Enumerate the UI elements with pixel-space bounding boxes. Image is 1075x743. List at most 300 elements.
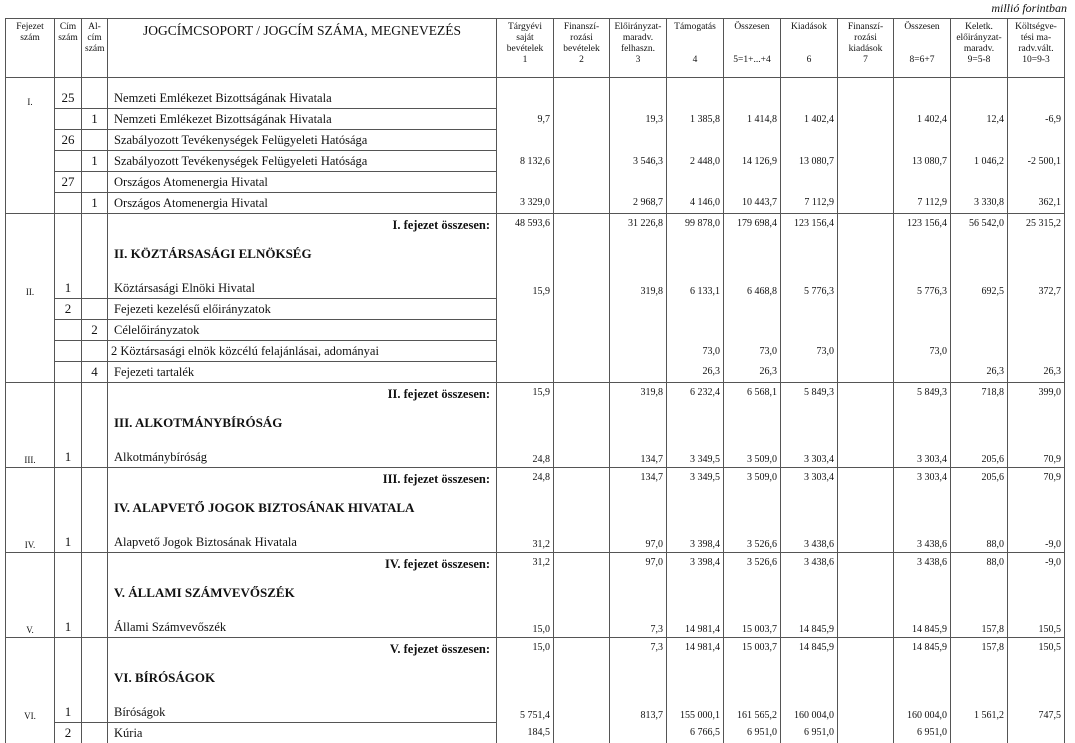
empty-col-9 bbox=[951, 670, 1008, 692]
value-col-7 bbox=[838, 362, 894, 383]
empty-col-1 bbox=[497, 670, 554, 692]
total-col-7 bbox=[838, 468, 894, 501]
value-col-10: 747,5 bbox=[1008, 692, 1065, 723]
total-col-4: 3 349,5 bbox=[667, 468, 724, 501]
total-col-10: 70,9 bbox=[1008, 468, 1065, 501]
total-col-9: 88,0 bbox=[951, 553, 1008, 586]
header-col-number: 6 bbox=[784, 55, 834, 66]
empty-col-10 bbox=[1008, 670, 1065, 692]
total-col-7 bbox=[838, 383, 894, 416]
fejezet-number bbox=[6, 468, 55, 501]
alcim-number bbox=[82, 268, 108, 299]
header-fejezet: Fejezet szám bbox=[6, 19, 55, 78]
value-col-9 bbox=[951, 130, 1008, 151]
empty-col-1 bbox=[497, 415, 554, 437]
fejezet-number: IV. bbox=[6, 522, 55, 553]
cim-number: 27 bbox=[55, 172, 82, 193]
row-name: Alapvető Jogok Biztosának Hivatala bbox=[108, 522, 497, 553]
cim-number bbox=[55, 214, 82, 247]
alcim-number bbox=[82, 522, 108, 553]
fejezet-number bbox=[6, 723, 55, 743]
header-col-label: Összesen bbox=[897, 22, 947, 55]
value-col-3: 7,3 bbox=[610, 607, 667, 638]
header-col-2 bbox=[554, 19, 610, 78]
value-col-9 bbox=[951, 320, 1008, 341]
fejezet-number bbox=[6, 151, 55, 172]
chapter-heading-row bbox=[6, 670, 1065, 692]
total-col-9: 718,8 bbox=[951, 383, 1008, 416]
fejezet-number: III. bbox=[6, 437, 55, 468]
value-col-1: 24,8 bbox=[497, 437, 554, 468]
value-col-3: 319,8 bbox=[610, 268, 667, 299]
total-col-3: 319,8 bbox=[610, 383, 667, 416]
value-col-5: 14 126,9 bbox=[724, 151, 781, 172]
header-col-label: Keletk. előirányzat-maradv. bbox=[954, 22, 1004, 55]
alcim-number bbox=[82, 500, 108, 522]
table-row bbox=[6, 437, 1065, 468]
total-col-2 bbox=[554, 553, 610, 586]
alcim-number bbox=[82, 638, 108, 671]
value-col-4 bbox=[667, 78, 724, 109]
row-name: Állami Számvevőszék bbox=[108, 607, 497, 638]
total-col-4: 99 878,0 bbox=[667, 214, 724, 247]
value-col-8: 6 951,0 bbox=[894, 723, 951, 743]
header-col-label: Támogatás bbox=[670, 22, 720, 55]
total-col-3: 134,7 bbox=[610, 468, 667, 501]
header-col-number: 5=1+...+4 bbox=[727, 55, 777, 66]
total-label: II. fejezet összesen: bbox=[108, 383, 497, 416]
value-col-1: 9,7 bbox=[497, 109, 554, 130]
row-name: Nemzeti Emlékezet Bizottságának Hivatala bbox=[108, 78, 497, 109]
empty-col-1 bbox=[497, 585, 554, 607]
table-header bbox=[6, 19, 1065, 78]
value-col-8 bbox=[894, 320, 951, 341]
value-col-6 bbox=[781, 362, 838, 383]
chapter-heading-row bbox=[6, 500, 1065, 522]
value-col-4 bbox=[667, 320, 724, 341]
value-col-7 bbox=[838, 193, 894, 214]
chapter-total-row bbox=[6, 214, 1065, 247]
header-col-number: 8=6+7 bbox=[897, 55, 947, 66]
value-col-2 bbox=[554, 172, 610, 193]
total-col-10: -9,0 bbox=[1008, 553, 1065, 586]
value-col-2 bbox=[554, 130, 610, 151]
empty-col-10 bbox=[1008, 246, 1065, 268]
header-col-number: 10=9-3 bbox=[1011, 55, 1061, 66]
value-col-5: 1 414,8 bbox=[724, 109, 781, 130]
value-col-8: 3 438,6 bbox=[894, 522, 951, 553]
empty-col-1 bbox=[497, 246, 554, 268]
fejezet-number bbox=[6, 341, 55, 362]
empty-col-3 bbox=[610, 585, 667, 607]
value-col-5: 3 526,6 bbox=[724, 522, 781, 553]
total-label: V. fejezet összesen: bbox=[108, 638, 497, 671]
value-col-3 bbox=[610, 172, 667, 193]
value-col-8: 160 004,0 bbox=[894, 692, 951, 723]
total-col-8: 5 849,3 bbox=[894, 383, 951, 416]
total-col-6: 5 849,3 bbox=[781, 383, 838, 416]
value-col-3: 3 546,3 bbox=[610, 151, 667, 172]
empty-col-2 bbox=[554, 415, 610, 437]
empty-col-6 bbox=[781, 500, 838, 522]
empty-col-2 bbox=[554, 500, 610, 522]
fejezet-number bbox=[6, 214, 55, 247]
total-col-9: 205,6 bbox=[951, 468, 1008, 501]
chapter-heading: VI. BÍRÓSÁGOK bbox=[108, 670, 497, 692]
empty-col-9 bbox=[951, 246, 1008, 268]
value-col-9 bbox=[951, 78, 1008, 109]
value-col-8: 14 845,9 bbox=[894, 607, 951, 638]
value-col-6 bbox=[781, 172, 838, 193]
alcim-number: 4 bbox=[82, 362, 108, 383]
empty-col-7 bbox=[838, 500, 894, 522]
header-col-label: Tárgyévi saját bevételek bbox=[500, 22, 550, 55]
value-col-1: 5 751,4 bbox=[497, 692, 554, 723]
chapter-heading-row bbox=[6, 246, 1065, 268]
value-col-6 bbox=[781, 78, 838, 109]
row-name: Bíróságok bbox=[108, 692, 497, 723]
header-name: JOGCÍMCSOPORT / JOGCÍM SZÁMA, MEGNEVEZÉS bbox=[108, 19, 497, 78]
budget-table bbox=[5, 18, 1065, 743]
alcim-number: 1 bbox=[82, 151, 108, 172]
value-col-4: 4 146,0 bbox=[667, 193, 724, 214]
fejezet-number bbox=[6, 553, 55, 586]
table-row bbox=[6, 299, 1065, 320]
chapter-heading: II. KÖZTÁRSASÁGI ELNÖKSÉG bbox=[108, 246, 497, 268]
value-col-5: 15 003,7 bbox=[724, 607, 781, 638]
value-col-6: 6 951,0 bbox=[781, 723, 838, 743]
value-col-10: 362,1 bbox=[1008, 193, 1065, 214]
table-row bbox=[6, 151, 1065, 172]
value-col-6: 3 438,6 bbox=[781, 522, 838, 553]
value-col-1: 184,5 bbox=[497, 723, 554, 743]
value-col-3 bbox=[610, 341, 667, 362]
value-col-1 bbox=[497, 130, 554, 151]
chapter-total-row bbox=[6, 638, 1065, 671]
chapter-heading: IV. ALAPVETŐ JOGOK BIZTOSÁNAK HIVATALA bbox=[108, 500, 497, 522]
empty-col-8 bbox=[894, 585, 951, 607]
value-col-6 bbox=[781, 320, 838, 341]
alcim-number bbox=[82, 383, 108, 416]
value-col-6: 13 080,7 bbox=[781, 151, 838, 172]
header-col-number: 7 bbox=[841, 55, 890, 66]
value-col-7 bbox=[838, 78, 894, 109]
value-col-10 bbox=[1008, 172, 1065, 193]
total-col-5: 3 526,6 bbox=[724, 553, 781, 586]
value-col-4 bbox=[667, 172, 724, 193]
alcim-number bbox=[82, 130, 108, 151]
value-col-3: 813,7 bbox=[610, 692, 667, 723]
value-col-10: 150,5 bbox=[1008, 607, 1065, 638]
total-col-4: 3 398,4 bbox=[667, 553, 724, 586]
total-col-10: 399,0 bbox=[1008, 383, 1065, 416]
fejezet-number bbox=[6, 109, 55, 130]
cim-number bbox=[55, 585, 82, 607]
total-col-3: 7,3 bbox=[610, 638, 667, 671]
chapter-total-row bbox=[6, 383, 1065, 416]
value-col-5 bbox=[724, 130, 781, 151]
empty-col-8 bbox=[894, 670, 951, 692]
table-row bbox=[6, 78, 1065, 109]
value-col-2 bbox=[554, 692, 610, 723]
table-row bbox=[6, 362, 1065, 383]
value-col-9: 1 046,2 bbox=[951, 151, 1008, 172]
row-name: Alkotmánybíróság bbox=[108, 437, 497, 468]
table-row bbox=[6, 692, 1065, 723]
empty-col-9 bbox=[951, 585, 1008, 607]
total-col-9: 157,8 bbox=[951, 638, 1008, 671]
fejezet-number bbox=[6, 670, 55, 692]
row-name: Célelőirányzatok bbox=[108, 320, 497, 341]
empty-col-8 bbox=[894, 415, 951, 437]
table-row bbox=[6, 172, 1065, 193]
total-col-6: 14 845,9 bbox=[781, 638, 838, 671]
cim-number: 1 bbox=[55, 692, 82, 723]
empty-col-6 bbox=[781, 670, 838, 692]
fejezet-number bbox=[6, 383, 55, 416]
header-col-number: 9=5-8 bbox=[954, 55, 1004, 66]
total-col-2 bbox=[554, 468, 610, 501]
header-col-label: Kiadások bbox=[784, 22, 834, 55]
total-col-6: 123 156,4 bbox=[781, 214, 838, 247]
fejezet-number bbox=[6, 299, 55, 320]
value-col-4: 3 349,5 bbox=[667, 437, 724, 468]
value-col-6: 160 004,0 bbox=[781, 692, 838, 723]
value-col-5: 26,3 bbox=[724, 362, 781, 383]
value-col-3: 19,3 bbox=[610, 109, 667, 130]
alcim-number bbox=[82, 468, 108, 501]
alcim-number bbox=[82, 607, 108, 638]
empty-col-6 bbox=[781, 246, 838, 268]
value-col-1: 8 132,6 bbox=[497, 151, 554, 172]
alcim-number bbox=[82, 670, 108, 692]
value-col-5: 10 443,7 bbox=[724, 193, 781, 214]
value-col-1: 31,2 bbox=[497, 522, 554, 553]
row-name: Köztársasági Elnöki Hivatal bbox=[108, 268, 497, 299]
table-row bbox=[6, 723, 1065, 743]
empty-col-6 bbox=[781, 585, 838, 607]
fejezet-number bbox=[6, 638, 55, 671]
table-row bbox=[6, 268, 1065, 299]
value-col-10: -9,0 bbox=[1008, 522, 1065, 553]
row-name: Országos Atomenergia Hivatal bbox=[108, 172, 497, 193]
header-col-label: Finanszí-rozási bevételek bbox=[557, 22, 606, 55]
value-col-6 bbox=[781, 130, 838, 151]
value-col-7 bbox=[838, 341, 894, 362]
value-col-4: 26,3 bbox=[667, 362, 724, 383]
value-col-9 bbox=[951, 172, 1008, 193]
total-col-7 bbox=[838, 553, 894, 586]
header-col-label: Előirányzat-maradv. felhaszn. bbox=[613, 22, 663, 55]
value-col-9: 26,3 bbox=[951, 362, 1008, 383]
value-col-5 bbox=[724, 78, 781, 109]
alcim-number: 2 bbox=[82, 320, 108, 341]
cim-number: 1 bbox=[55, 437, 82, 468]
value-col-7 bbox=[838, 692, 894, 723]
value-col-8 bbox=[894, 362, 951, 383]
value-col-7 bbox=[838, 320, 894, 341]
header-col-7 bbox=[838, 19, 894, 78]
value-col-10 bbox=[1008, 320, 1065, 341]
value-col-1 bbox=[497, 341, 554, 362]
empty-col-2 bbox=[554, 585, 610, 607]
total-col-7 bbox=[838, 214, 894, 247]
empty-col-1 bbox=[497, 500, 554, 522]
row-name: Szabályozott Tevékenységek Felügyeleti Hatósága bbox=[108, 151, 497, 172]
value-col-8: 5 776,3 bbox=[894, 268, 951, 299]
value-col-4: 6 133,1 bbox=[667, 268, 724, 299]
value-col-6 bbox=[781, 299, 838, 320]
table-row bbox=[6, 193, 1065, 214]
value-col-5 bbox=[724, 172, 781, 193]
empty-col-9 bbox=[951, 500, 1008, 522]
value-col-2 bbox=[554, 607, 610, 638]
value-col-7 bbox=[838, 172, 894, 193]
table-row bbox=[6, 130, 1065, 151]
cim-number bbox=[55, 362, 82, 383]
header-col-3 bbox=[610, 19, 667, 78]
value-col-1 bbox=[497, 320, 554, 341]
fejezet-number bbox=[6, 172, 55, 193]
total-col-10: 150,5 bbox=[1008, 638, 1065, 671]
row-name: Fejezeti kezelésű előirányzatok bbox=[108, 299, 497, 320]
value-col-2 bbox=[554, 362, 610, 383]
value-col-3 bbox=[610, 299, 667, 320]
empty-col-5 bbox=[724, 246, 781, 268]
value-col-1: 3 329,0 bbox=[497, 193, 554, 214]
header-col-number: 1 bbox=[500, 55, 550, 66]
value-col-7 bbox=[838, 299, 894, 320]
value-col-2 bbox=[554, 268, 610, 299]
cim-number bbox=[55, 415, 82, 437]
value-col-7 bbox=[838, 130, 894, 151]
header-col-10 bbox=[1008, 19, 1065, 78]
alcim-number: 1 bbox=[82, 193, 108, 214]
empty-col-9 bbox=[951, 415, 1008, 437]
header-col-1 bbox=[497, 19, 554, 78]
alcim-number bbox=[82, 341, 108, 362]
cim-number bbox=[55, 341, 82, 362]
row-name: Fejezeti tartalék bbox=[108, 362, 497, 383]
chapter-heading-row bbox=[6, 415, 1065, 437]
cim-number bbox=[55, 109, 82, 130]
empty-col-6 bbox=[781, 415, 838, 437]
empty-col-8 bbox=[894, 246, 951, 268]
cim-number: 1 bbox=[55, 268, 82, 299]
total-col-4: 6 232,4 bbox=[667, 383, 724, 416]
alcim-number bbox=[82, 78, 108, 109]
value-col-7 bbox=[838, 151, 894, 172]
empty-col-4 bbox=[667, 585, 724, 607]
total-col-1: 15,9 bbox=[497, 383, 554, 416]
alcim-number bbox=[82, 723, 108, 743]
alcim-number bbox=[82, 214, 108, 247]
value-col-3 bbox=[610, 78, 667, 109]
value-col-9: 1 561,2 bbox=[951, 692, 1008, 723]
total-col-1: 15,0 bbox=[497, 638, 554, 671]
fejezet-number bbox=[6, 362, 55, 383]
value-col-8: 1 402,4 bbox=[894, 109, 951, 130]
value-col-9 bbox=[951, 299, 1008, 320]
value-col-10 bbox=[1008, 78, 1065, 109]
value-col-9: 692,5 bbox=[951, 268, 1008, 299]
value-col-2 bbox=[554, 437, 610, 468]
value-col-5: 6 468,8 bbox=[724, 268, 781, 299]
fejezet-number: V. bbox=[6, 607, 55, 638]
row-name: Nemzeti Emlékezet Bizottságának Hivatala bbox=[108, 109, 497, 130]
value-col-4: 1 385,8 bbox=[667, 109, 724, 130]
cim-number: 2 bbox=[55, 299, 82, 320]
value-col-6: 1 402,4 bbox=[781, 109, 838, 130]
header-col-4 bbox=[667, 19, 724, 78]
empty-col-10 bbox=[1008, 415, 1065, 437]
value-col-8 bbox=[894, 130, 951, 151]
row-name: 2 Köztársasági elnök közcélú felajánlásai, adományai bbox=[108, 341, 497, 362]
cim-number: 2 bbox=[55, 723, 82, 743]
total-col-6: 3 303,4 bbox=[781, 468, 838, 501]
value-col-1 bbox=[497, 78, 554, 109]
total-col-2 bbox=[554, 383, 610, 416]
total-col-5: 6 568,1 bbox=[724, 383, 781, 416]
value-col-9: 12,4 bbox=[951, 109, 1008, 130]
empty-col-5 bbox=[724, 415, 781, 437]
cim-number bbox=[55, 500, 82, 522]
total-col-8: 123 156,4 bbox=[894, 214, 951, 247]
value-col-5: 161 565,2 bbox=[724, 692, 781, 723]
empty-col-7 bbox=[838, 670, 894, 692]
total-col-9: 56 542,0 bbox=[951, 214, 1008, 247]
alcim-number bbox=[82, 415, 108, 437]
header-cim: Cím szám bbox=[55, 19, 82, 78]
empty-col-5 bbox=[724, 670, 781, 692]
empty-col-3 bbox=[610, 246, 667, 268]
alcim-number bbox=[82, 246, 108, 268]
value-col-6: 14 845,9 bbox=[781, 607, 838, 638]
chapter-heading: III. ALKOTMÁNYBÍRÓSÁG bbox=[108, 415, 497, 437]
value-col-1 bbox=[497, 172, 554, 193]
value-col-2 bbox=[554, 193, 610, 214]
table-body bbox=[6, 78, 1065, 743]
value-col-9: 3 330,8 bbox=[951, 193, 1008, 214]
empty-col-4 bbox=[667, 415, 724, 437]
value-col-4: 155 000,1 bbox=[667, 692, 724, 723]
alcim-number bbox=[82, 172, 108, 193]
empty-col-5 bbox=[724, 585, 781, 607]
value-col-7 bbox=[838, 723, 894, 743]
total-col-10: 25 315,2 bbox=[1008, 214, 1065, 247]
header-col-number: 3 bbox=[613, 55, 663, 66]
cim-number bbox=[55, 553, 82, 586]
total-label: IV. fejezet összesen: bbox=[108, 553, 497, 586]
value-col-4 bbox=[667, 299, 724, 320]
value-col-1 bbox=[497, 299, 554, 320]
alcim-number: 1 bbox=[82, 109, 108, 130]
header-col-9 bbox=[951, 19, 1008, 78]
empty-col-7 bbox=[838, 246, 894, 268]
header-col-label: Finanszí-rozási kiadások bbox=[841, 22, 890, 55]
empty-col-2 bbox=[554, 670, 610, 692]
value-col-2 bbox=[554, 299, 610, 320]
cim-number bbox=[55, 383, 82, 416]
alcim-number bbox=[82, 437, 108, 468]
value-col-2 bbox=[554, 151, 610, 172]
value-col-3: 97,0 bbox=[610, 522, 667, 553]
value-col-10: -6,9 bbox=[1008, 109, 1065, 130]
fejezet-number bbox=[6, 130, 55, 151]
total-col-8: 14 845,9 bbox=[894, 638, 951, 671]
total-col-2 bbox=[554, 214, 610, 247]
total-col-2 bbox=[554, 638, 610, 671]
